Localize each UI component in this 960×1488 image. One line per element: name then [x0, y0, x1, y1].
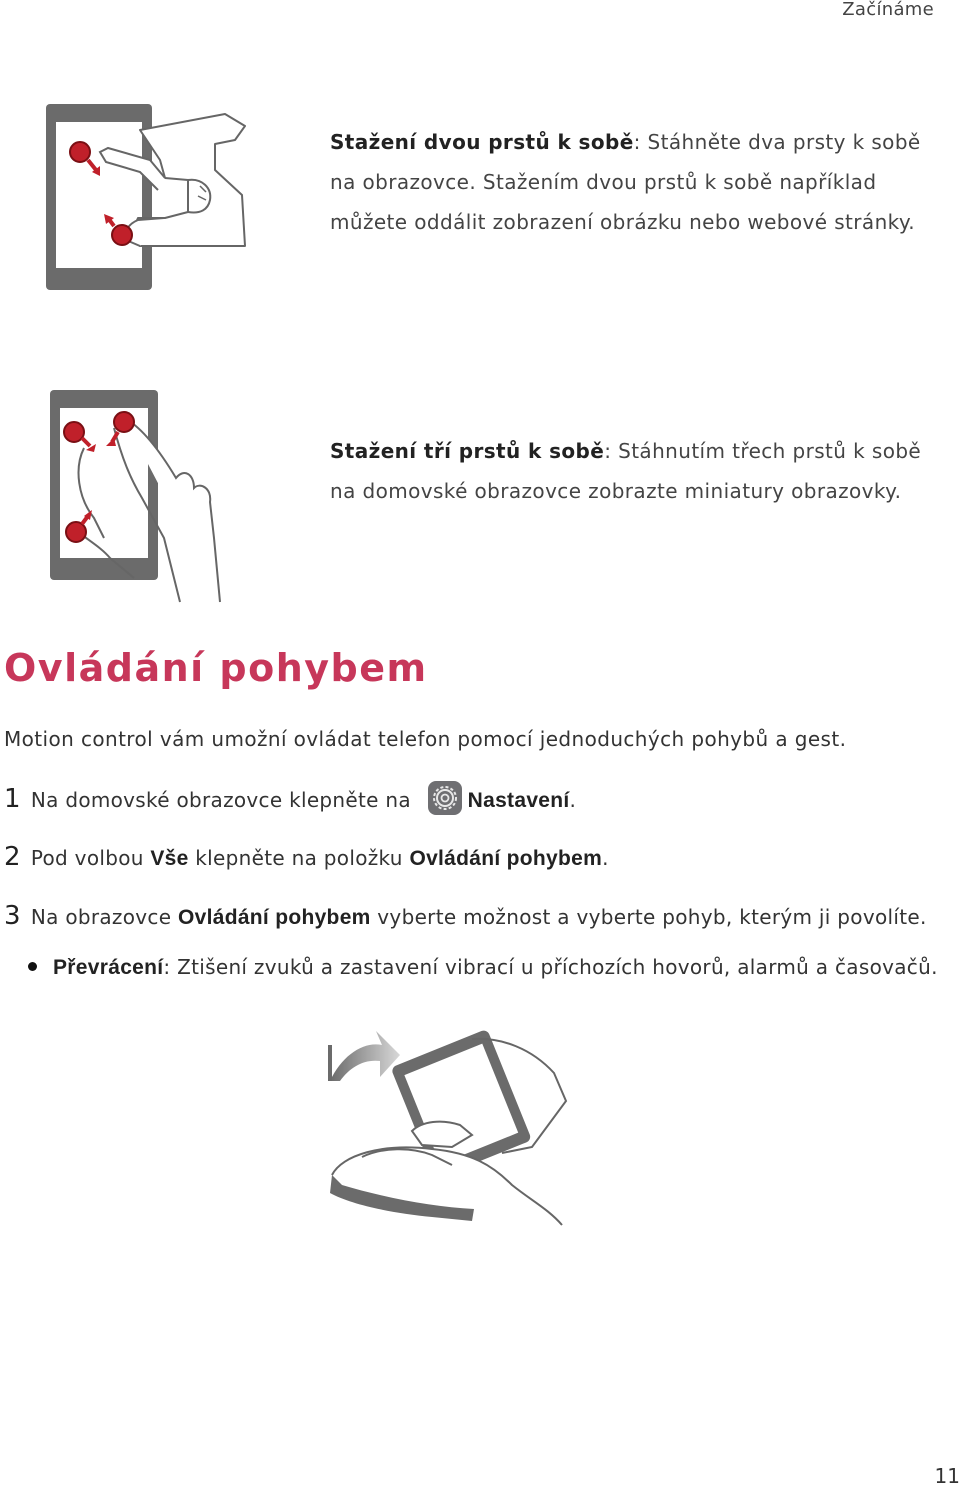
pinch-three-line2: na domovské obrazovce zobrazte miniatury obrazovky.: [330, 479, 902, 503]
bullet-dot: [28, 962, 37, 971]
pinch-three-line1: : Stáhnutím třech prstů k sobě: [604, 439, 922, 463]
step-2: [4, 842, 609, 872]
step-tail: .: [569, 788, 577, 812]
pinch-two-line2: na obrazovce. Stažením dvou prstů k sobě například: [330, 170, 877, 194]
step-tail: .: [602, 846, 609, 870]
pinch-three-description: [330, 431, 921, 511]
pinch-two-line3: můžete oddálit zobrazení obrázku nebo webové stránky.: [330, 210, 916, 234]
three-finger-pinch-illustration: [44, 388, 234, 608]
pinch-two-description: [330, 122, 921, 242]
flip-phone-illustration: [322, 1025, 582, 1235]
step-text: vyberte možnost a vyberte pohyb, kterým ji povolíte.: [370, 905, 927, 929]
step-text: Pod volbou: [30, 846, 151, 870]
flip-label: Převrácení: [53, 956, 164, 979]
settings-label: Nastavení: [467, 789, 570, 812]
section-title: Ovládání pohybem: [4, 646, 428, 690]
step-text: Na obrazovce: [30, 905, 178, 929]
step-number: 3: [4, 901, 21, 931]
pinch-three-title: Stažení tří prstů k sobě: [330, 439, 605, 463]
gear-icon: [428, 781, 462, 815]
step-number: 1: [4, 784, 21, 814]
step-text: klepněte na položku: [188, 846, 410, 870]
page-number: 11: [934, 1464, 960, 1488]
step-number: 2: [4, 842, 21, 872]
pinch-two-title: Stažení dvou prstů k sobě: [330, 130, 634, 154]
step-3: [4, 901, 927, 931]
pinch-two-line1: : Stáhněte dva prsty k sobě: [633, 130, 921, 154]
all-label: Vše: [150, 847, 189, 870]
flip-text: : Ztišení zvuků a zastavení vibrací u příchozích hovorů, alarmů a časovačů.: [163, 955, 938, 979]
section-header: Začínáme: [842, 0, 934, 20]
flip-bullet: [28, 955, 938, 980]
motion-intro: Motion control vám umožní ovládat telefon pomocí jednoduchých pohybů a gest.: [4, 727, 847, 751]
step-text: Na domovské obrazovce klepněte na: [30, 788, 411, 812]
motion-control-label: Ovládání pohybem: [409, 847, 603, 870]
motion-control-label: Ovládání pohybem: [177, 906, 371, 929]
step-1: [4, 784, 576, 819]
two-finger-pinch-illustration: [40, 100, 250, 300]
